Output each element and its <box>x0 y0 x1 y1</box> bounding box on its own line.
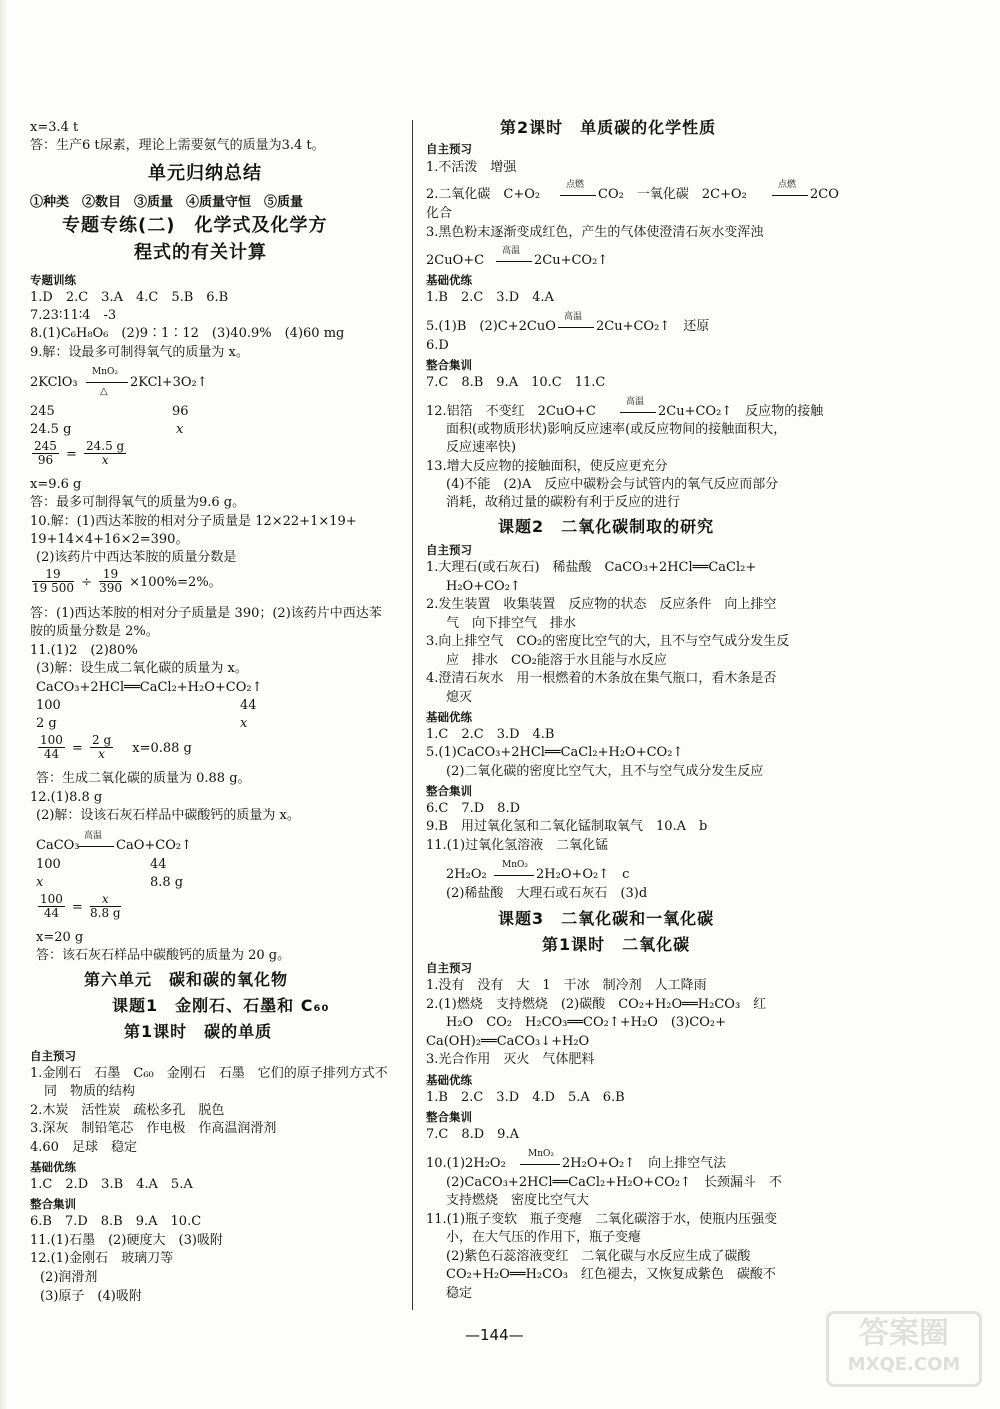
unit-title: 第六单元 碳和碳的氧化物 <box>84 970 289 989</box>
equation-condition: 高温 <box>502 246 521 256</box>
numerator: 19 <box>99 568 122 582</box>
subsection-label: 基础优练 <box>30 1160 76 1174</box>
fraction <box>38 893 65 920</box>
text-line: 答：该石灰石样品中碳酸钙的质量为 20 g。 <box>36 948 291 963</box>
text-line: 气 向下排空气 排水 <box>446 616 577 631</box>
subsection-label: 整合集训 <box>426 358 472 372</box>
text-line: 消耗，故稍过量的碳粉有利于反应的进行 <box>446 495 681 510</box>
text-line: 1.大理石(或石灰石) 稀盐酸 CaCO₃+2HCl══CaCl₂+ <box>426 560 757 575</box>
fraction <box>32 440 59 467</box>
text-line: 100 <box>36 857 61 872</box>
text-line: 12.(1)8.8 g <box>30 790 103 805</box>
equation-condition: 高温 <box>564 312 583 322</box>
text-line: 1.B 2.C 3.D 4.D 5.A 6.B <box>426 1090 625 1105</box>
section-title: 单元归纳总结 <box>148 163 262 184</box>
section-title: 专题专练(二) 化学式及化学方 <box>62 215 328 236</box>
text-line: CO₂+H₂O══H₂CO₃ 红色褪去，又恢复成紫色 碳酸不 <box>446 1267 776 1282</box>
text-line: (2)紫色石蕊溶液变红 二氧化碳与水反应生成了碳酸 <box>446 1249 751 1264</box>
denominator: 8.8 g <box>90 906 121 920</box>
lesson-subtitle: 第1课时 碳的单质 <box>124 1022 273 1041</box>
subsection-label: 基础优练 <box>426 1073 472 1087</box>
text-line: 100 <box>36 698 61 713</box>
fraction-equation: $\frac{245}{96}$ = $\frac{24.5 g}{x}$ <box>34 439 125 467</box>
equation-rhs: 2H₂O+O₂↑ 向上排空气法 <box>562 1156 727 1171</box>
text-line: (2)二氧化碳的密度比空气大，且不与空气成分发生反应 <box>446 764 764 779</box>
subsection-label: 整合集训 <box>30 1197 76 1211</box>
text-line: 熄灭 <box>446 690 473 705</box>
column-divider <box>412 120 413 1310</box>
watermark-text: 答案圈 <box>859 1316 949 1351</box>
subsection-label: 专题训练 <box>30 273 76 287</box>
text-line: 10.解：(1)西达苯胺的相对分子质量是 12×22+1×19+ <box>30 514 357 529</box>
text-line: x=0.88 g <box>132 741 192 756</box>
lesson-title: 课题3 二氧化碳和一氧化碳 <box>498 909 715 928</box>
equation-condition: 点燃 <box>566 180 585 190</box>
text-line: (2)CaCO₃+2HCl══CaCl₂+H₂O+CO₂↑ 长颈漏斗 不 <box>446 1175 782 1190</box>
numerator: 19 <box>32 568 74 582</box>
fraction-equation: $\frac{100}{44}$ = $\frac{x}{8.8 g}$ <box>40 892 121 920</box>
denominator: 44 <box>43 747 60 761</box>
text-line: 1.金刚石 石墨 C₆₀ 金刚石 石墨 它们的原子排列方式不 <box>30 1066 388 1081</box>
text-line: (2)稀盐酸 大理石或石灰石 (3)d <box>446 886 648 901</box>
equation-lhs: 2.二氧化碳 C+O₂ <box>426 187 541 202</box>
subsection-label: 整合集训 <box>426 1110 472 1124</box>
text-line: H₂O CO₂ H₂CO₃══CO₂↑+H₂O (3)CO₂+ <box>446 1015 726 1030</box>
numerator: 100 <box>40 733 63 747</box>
text-line: 应 排水 CO₂能溶于水且能与水反应 <box>446 653 667 668</box>
text-line: 3.黑色粉末逐渐变成红色，产生的气体使澄清石灰水变浑浊 <box>426 225 764 240</box>
text-line: 3.向上排空气 CO₂的密度比空气的大，且不与空气成分发生反 <box>426 634 790 649</box>
text-line: 答：生产6 t尿素，理论上需要氨气的质量为3.4 t。 <box>30 138 325 153</box>
watermark-site: MXQE.COM <box>847 1354 961 1375</box>
denominator: x <box>101 453 109 467</box>
text-line: 19+14×4+16×2=390。 <box>30 532 189 547</box>
text-line: (2)该药片中西达苯胺的质量分数是 <box>36 550 237 565</box>
text-line: 7.C 8.D 9.A <box>426 1127 519 1142</box>
equation-bar <box>772 195 808 196</box>
text-line: x <box>36 875 44 890</box>
denominator: 96 <box>37 453 54 467</box>
text-line: (2)解：设该石灰石样品中碳酸钙的质量为 x。 <box>36 808 300 823</box>
denominator: 44 <box>43 906 60 920</box>
equation-lhs: CaCO₃ <box>36 838 80 853</box>
equation-rhs: 2Cu+CO₂↑ <box>534 253 609 268</box>
equation-condition: MnO₂ <box>502 860 528 870</box>
fraction <box>38 734 65 761</box>
text-line: 6.C 7.D 8.D <box>426 801 521 816</box>
text-line: Ca(OH)₂══CaCO₃↓+H₂O <box>426 1034 590 1049</box>
numerator: 24.5 g <box>86 439 125 453</box>
text-line: 1.不活泼 增强 <box>426 160 517 175</box>
scan-shadow <box>0 0 8 1409</box>
fraction-equation: $\frac{19}{19 500}$ ÷ $\frac{19}{390}$ ×100%=2%。 <box>32 567 222 595</box>
text-line: 44 <box>240 698 257 713</box>
denominator: x <box>98 747 105 761</box>
text-line: 化合 <box>426 206 453 221</box>
equation-condition: 点燃 <box>778 180 797 190</box>
text-line: 8.(1)C₆H₈O₆ (2)9∶1∶12 (3)40.9% (4)60 mg <box>30 326 345 341</box>
numerator: 2 g <box>92 733 112 747</box>
text-line: ①种类 ②数目 ③质量 ④质量守恒 ⑤质量 <box>30 195 304 210</box>
equation-bar <box>78 846 114 847</box>
equation-lhs: 10.(1)2H₂O₂ <box>426 1156 506 1171</box>
equation-lhs: 5.(1)B (2)C+2CuO <box>426 319 556 334</box>
equation-condition: △ <box>100 386 108 397</box>
equation-bar <box>520 1164 560 1165</box>
equation-lhs: 2H₂O₂ <box>446 867 487 882</box>
watermark-logo <box>826 1311 982 1387</box>
subsection-label: 自主预习 <box>426 961 472 975</box>
text-line: 同 物质的结构 <box>44 1084 136 1099</box>
text-line: 44 <box>150 857 167 872</box>
text-line: (4)不能 (2)A 反应中碳粉会与试管内的氧气反应而部分 <box>446 477 779 492</box>
text-line: x <box>240 716 248 731</box>
equation-lhs: 2KClO₃ <box>30 375 78 390</box>
lesson-subtitle: 第1课时 二氧化碳 <box>542 935 691 954</box>
text-line: 11.(1)石墨 (2)硬度大 (3)吸附 <box>30 1233 223 1248</box>
denominator: 390 <box>99 581 122 595</box>
equation-bar <box>560 195 596 196</box>
equation-rhs: 2KCl+3O₂↑ <box>130 375 208 390</box>
text-line: 245 <box>30 404 55 419</box>
text-line: 4.澄清石灰水 用一根燃着的木条放在集气瓶口，看木条是否 <box>426 671 777 686</box>
text-line: 5.(1)CaCO₃+2HCl══CaCl₂+H₂O+CO₂↑ <box>426 745 684 760</box>
text-line: 1.C 2.D 3.B 4.A 5.A <box>30 1177 193 1192</box>
text-line: H₂O+CO₂↑ <box>446 579 521 594</box>
text-line: 1.C 2.C 3.D 4.B <box>426 727 555 742</box>
text-line: 1.没有 没有 大 1 干冰 制冷剂 人工降雨 <box>426 978 707 993</box>
equation-condition: MnO₂ <box>528 1149 554 1159</box>
text-line: 稳定 <box>446 1286 473 1301</box>
denominator: 19 500 <box>32 581 74 595</box>
equation-bar <box>496 261 532 262</box>
page-number: —144— <box>465 1326 524 1344</box>
text-line: 9.解：设最多可制得氧气的质量为 x。 <box>30 345 249 360</box>
text-line: 3.光合作用 灭火 气体肥料 <box>426 1052 595 1067</box>
fraction-equation: $\frac{100}{44}$ = $\frac{2 g}{x}$ x=0.88 g <box>40 733 192 761</box>
text-line: 2.发生装置 收集装置 反应物的状态 反应条件 向上排空 <box>426 597 777 612</box>
text-line: 胺的质量分数是 2%。 <box>30 624 159 639</box>
section-title: 程式的有关计算 <box>134 242 267 263</box>
equation-lhs: 12.铝箔 不变红 2CuO+C <box>426 404 596 419</box>
subsection-label: 基础优练 <box>426 273 472 287</box>
text-line: 24.5 g <box>30 422 72 437</box>
text-line: 1.B 2.C 3.D 4.A <box>426 290 554 305</box>
text-line: (3)原子 (4)吸附 <box>40 1289 142 1304</box>
equation-bar <box>86 382 128 383</box>
text-line: 8.8 g <box>150 875 184 890</box>
text-line: (2)润滑剂 <box>40 1270 98 1285</box>
text-line: 11.(1)瓶子变软 瓶子变瘪 二氧化碳溶于水，使瓶内压强变 <box>426 1212 778 1227</box>
text-line: 9.B 用过氧化氢和二氧化锰制取氧气 10.A b <box>426 819 708 834</box>
text-line: 11.(1)2 (2)80% <box>30 643 138 658</box>
subsection-label: 自主预习 <box>30 1049 76 1063</box>
equation-rhs: 2CO <box>810 187 839 202</box>
equation-rhs: CaO+CO₂↑ <box>116 838 192 853</box>
text-line: 7.23∶11∶4 -3 <box>30 308 117 323</box>
equation-rhs: CO₂ 一氧化碳 2C+O₂ <box>598 187 747 202</box>
text-line: 支持燃烧 密度比空气大 <box>446 1193 590 1208</box>
equation-lhs: 2CuO+C <box>426 253 485 268</box>
text-line: 答：最多可制得氧气的质量为9.6 g。 <box>30 495 246 510</box>
text-line: 11.(1)过氧化氢溶液 二氧化锰 <box>426 838 609 853</box>
numerator: x <box>90 893 121 907</box>
equation-bar <box>494 875 534 876</box>
fraction <box>90 893 121 920</box>
text-line: 96 <box>172 404 189 419</box>
subsection-label: 自主预习 <box>426 142 472 156</box>
text-line: 7.C 8.B 9.A 10.C 11.C <box>426 375 606 390</box>
equation-bar <box>620 412 656 413</box>
text-line: x=9.6 g <box>30 477 82 492</box>
text-line: 答：(1)西达苯胺的相对分子质量是 390；(2)该药片中西达苯 <box>30 606 382 621</box>
subsection-label: 整合集训 <box>426 784 472 798</box>
equation-rhs: 2Cu+CO₂↑ 反应物的接触 <box>658 404 824 419</box>
text-line: 12.(1)金刚石 玻璃刀等 <box>30 1251 174 1266</box>
text-line: x <box>176 422 184 437</box>
equation-rhs: 2Cu+CO₂↑ 还原 <box>596 319 710 334</box>
fraction <box>90 734 113 761</box>
numerator: 245 <box>34 439 57 453</box>
equation-condition: MnO₂ <box>92 367 118 377</box>
text-line: 答：生成二氧化碳的质量为 0.88 g。 <box>36 771 251 786</box>
text-line: 反应速率快) <box>446 440 517 455</box>
text-line: 小，在大气压的作用下，瓶子变瘪 <box>446 1230 642 1245</box>
text-line: x=20 g <box>36 930 84 945</box>
text-line: 4.60 足球 稳定 <box>30 1140 137 1155</box>
numerator: 100 <box>40 892 63 906</box>
text-line: 3.深灰 制铅笔芯 作电极 作高温润滑剂 <box>30 1121 277 1136</box>
lesson-title: 课题2 二氧化碳制取的研究 <box>498 517 715 536</box>
fraction <box>32 568 74 595</box>
text-line: 13.增大反应物的接触面积，使反应更充分 <box>426 459 668 474</box>
fraction <box>84 440 126 467</box>
equation-bar <box>558 327 594 328</box>
text-line: 2.木炭 活性炭 疏松多孔 脱色 <box>30 1103 225 1118</box>
text-line: ×100%=2%。 <box>129 575 222 590</box>
equation-condition: 高温 <box>626 397 645 407</box>
equation-condition: 高温 <box>84 831 103 841</box>
subsection-label: 自主预习 <box>426 543 472 557</box>
text-line: 面积(或物质形状)影响反应速率(或反应物间的接触面积大， <box>446 422 787 437</box>
text-line: x=3.4 t <box>30 120 79 135</box>
text-line: 2 g <box>36 716 57 731</box>
text-line: 6.B 7.D 8.B 9.A 10.C <box>30 1214 202 1229</box>
equation-rhs: 2H₂O+O₂↑ c <box>536 867 630 882</box>
lesson-title: 课题1 金刚石、石墨和 C₆₀ <box>112 996 330 1015</box>
fraction <box>99 568 122 595</box>
text-line: 6.D <box>426 338 449 353</box>
text-line: 1.D 2.C 3.A 4.C 5.B 6.B <box>30 290 229 305</box>
text-line: 2.(1)燃烧 支持燃烧 (2)碳酸 CO₂+H₂O══H₂CO₃ 红 <box>426 997 767 1012</box>
lesson-subtitle: 第2课时 单质碳的化学性质 <box>500 118 717 137</box>
subsection-label: 基础优练 <box>426 710 472 724</box>
text-line: (3)解：设生成二氧化碳的质量为 x。 <box>36 661 248 676</box>
equation: CaCO₃+2HCl══CaCl₂+H₂O+CO₂↑ <box>36 680 263 695</box>
